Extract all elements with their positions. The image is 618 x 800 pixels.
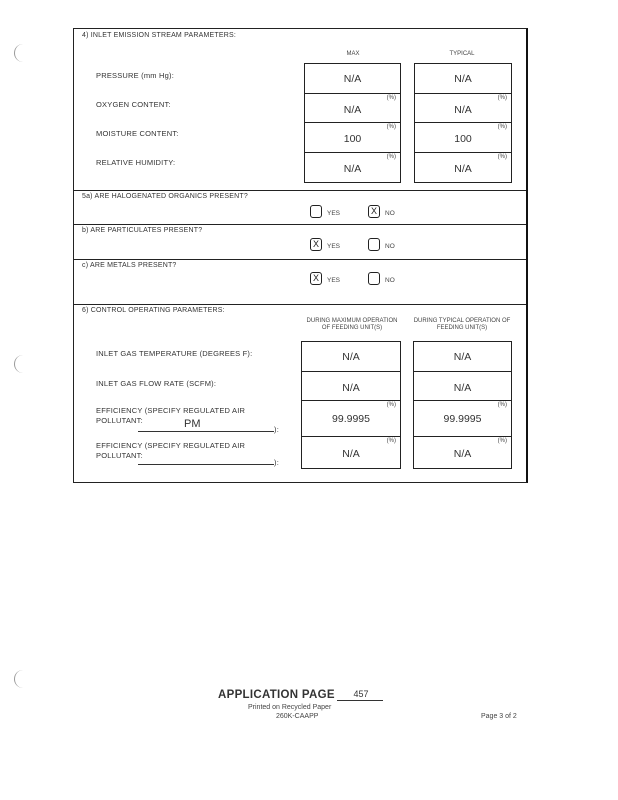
section6-typical-column: [413, 341, 512, 469]
humidity-typ-unit: (%): [497, 154, 507, 160]
particulates-no-checkbox[interactable]: [368, 238, 380, 251]
efficiency2-max-unit: (%): [386, 438, 396, 444]
gas-temp-max-value: N/A: [342, 351, 360, 363]
page-number-underline: [337, 700, 383, 701]
efficiency2-close: ):: [274, 458, 279, 467]
binder-hole-mark: [14, 670, 27, 688]
efficiency2-typ-cell: [414, 436, 511, 469]
efficiency2-typ-unit: (%): [497, 438, 507, 444]
pressure-typ-cell: [415, 64, 511, 93]
metals-yes-checkbox[interactable]: X: [310, 272, 322, 285]
gas-flow-typ-cell: [414, 371, 511, 401]
moisture-typ-unit: (%): [497, 124, 507, 130]
efficiency2-max-value: N/A: [342, 448, 360, 460]
metals-question: c) ARE METALS PRESENT?: [82, 262, 177, 269]
particulates-no-label: NO: [385, 243, 395, 250]
col-during-max-header: DURING MAXIMUM OPERATION OF FEEDING UNIT(S): [306, 318, 398, 331]
binder-hole-mark: [14, 44, 27, 62]
gas-flow-label: INLET GAS FLOW RATE (SCFM):: [96, 379, 217, 388]
oxygen-typ-value: N/A: [454, 104, 472, 116]
application-page-number: 457: [353, 689, 369, 699]
particulates-question: b) ARE PARTICULATES PRESENT?: [82, 227, 203, 234]
efficiency1-close: ):: [274, 425, 279, 434]
col-max-header: MAX: [346, 51, 360, 57]
moisture-max-value: 100: [343, 133, 362, 145]
oxygen-label: OXYGEN CONTENT:: [96, 100, 171, 109]
particulates-yes-checkbox[interactable]: X: [310, 238, 322, 251]
moisture-typ-value: 100: [454, 133, 472, 145]
section4-typical-column: [414, 63, 512, 183]
form-frame: [73, 28, 528, 483]
moisture-max-unit: (%): [386, 124, 396, 130]
efficiency1-typ-cell: [414, 400, 511, 437]
section6-max-column: [301, 341, 401, 469]
humidity-max-unit: (%): [386, 154, 396, 160]
moisture-label: MOISTURE CONTENT:: [96, 129, 179, 138]
gas-temp-typ-cell: [414, 342, 511, 371]
section6-title: 6) CONTROL OPERATING PARAMETERS:: [82, 307, 225, 314]
humidity-typ-cell: [415, 152, 511, 183]
pressure-label: PRESSURE (mm Hg):: [96, 71, 174, 80]
pressure-max-value: N/A: [343, 73, 362, 85]
pressure-typ-value: N/A: [454, 73, 472, 85]
oxygen-max-value: N/A: [343, 104, 362, 116]
humidity-max-value: N/A: [343, 163, 362, 175]
metals-yes-label: YES: [327, 277, 341, 284]
oxygen-max-unit: (%): [386, 95, 396, 101]
form-code: 260K-CAAPP: [276, 713, 319, 720]
halogenated-yes-label: YES: [327, 210, 341, 217]
oxygen-typ-unit: (%): [497, 95, 507, 101]
oxygen-max-cell: [305, 93, 400, 123]
efficiency2-max-cell: [302, 436, 400, 469]
efficiency1-pollutant-line: [138, 431, 274, 432]
col-typical-header: TYPICAL: [449, 51, 475, 57]
gas-temp-label: INLET GAS TEMPERATURE (DEGREES F):: [96, 349, 253, 358]
gas-temp-max-cell: [302, 342, 400, 371]
section4-title: 4) INLET EMISSION STREAM PARAMETERS:: [82, 32, 236, 39]
efficiency1-max-unit: (%): [386, 402, 396, 408]
halogenated-question: 5a) ARE HALOGENATED ORGANICS PRESENT?: [82, 193, 248, 200]
gas-flow-typ-value: N/A: [453, 382, 472, 394]
moisture-max-cell: [305, 122, 400, 153]
efficiency2-label: EFFICIENCY (SPECIFY REGULATED AIR POLLUTANT:: [96, 441, 246, 460]
col-during-typical-header: DURING TYPICAL OPERATION OF FEEDING UNIT(S): [413, 318, 511, 331]
section4-max-column: [304, 63, 401, 183]
humidity-max-cell: [305, 152, 400, 183]
gas-temp-typ-value: N/A: [453, 351, 472, 363]
efficiency1-label: EFFICIENCY (SPECIFY REGULATED AIR POLLUTANT:: [96, 406, 246, 425]
efficiency2-typ-value: N/A: [453, 448, 472, 460]
humidity-typ-value: N/A: [454, 163, 472, 175]
recycled-paper-note: Printed on Recycled Paper: [248, 704, 332, 711]
oxygen-typ-cell: [415, 93, 511, 123]
divider: [74, 259, 526, 260]
divider: [74, 224, 526, 225]
efficiency1-pollutant: PM: [184, 418, 201, 430]
application-page-title: APPLICATION PAGE: [218, 689, 335, 701]
efficiency1-typ-value: 99.9995: [443, 413, 482, 425]
humidity-label: RELATIVE HUMIDITY:: [96, 158, 176, 167]
halogenated-yes-checkbox[interactable]: [310, 205, 322, 218]
moisture-typ-cell: [415, 122, 511, 153]
halogenated-no-label: NO: [385, 210, 395, 217]
page-of: Page 3 of 2: [481, 713, 517, 720]
binder-hole-mark: [14, 355, 27, 373]
divider: [74, 190, 526, 191]
efficiency1-max-cell: [302, 400, 400, 437]
efficiency1-typ-unit: (%): [497, 402, 507, 408]
pressure-max-cell: [305, 64, 400, 93]
metals-no-label: NO: [385, 277, 395, 284]
metals-no-checkbox[interactable]: [368, 272, 380, 285]
divider: [74, 304, 526, 305]
halogenated-no-checkbox[interactable]: X: [368, 205, 380, 218]
particulates-yes-label: YES: [327, 243, 341, 250]
efficiency1-max-value: 99.9995: [332, 413, 370, 425]
gas-flow-max-cell: [302, 371, 400, 401]
gas-flow-max-value: N/A: [342, 382, 360, 394]
efficiency2-pollutant-line: [138, 464, 274, 465]
